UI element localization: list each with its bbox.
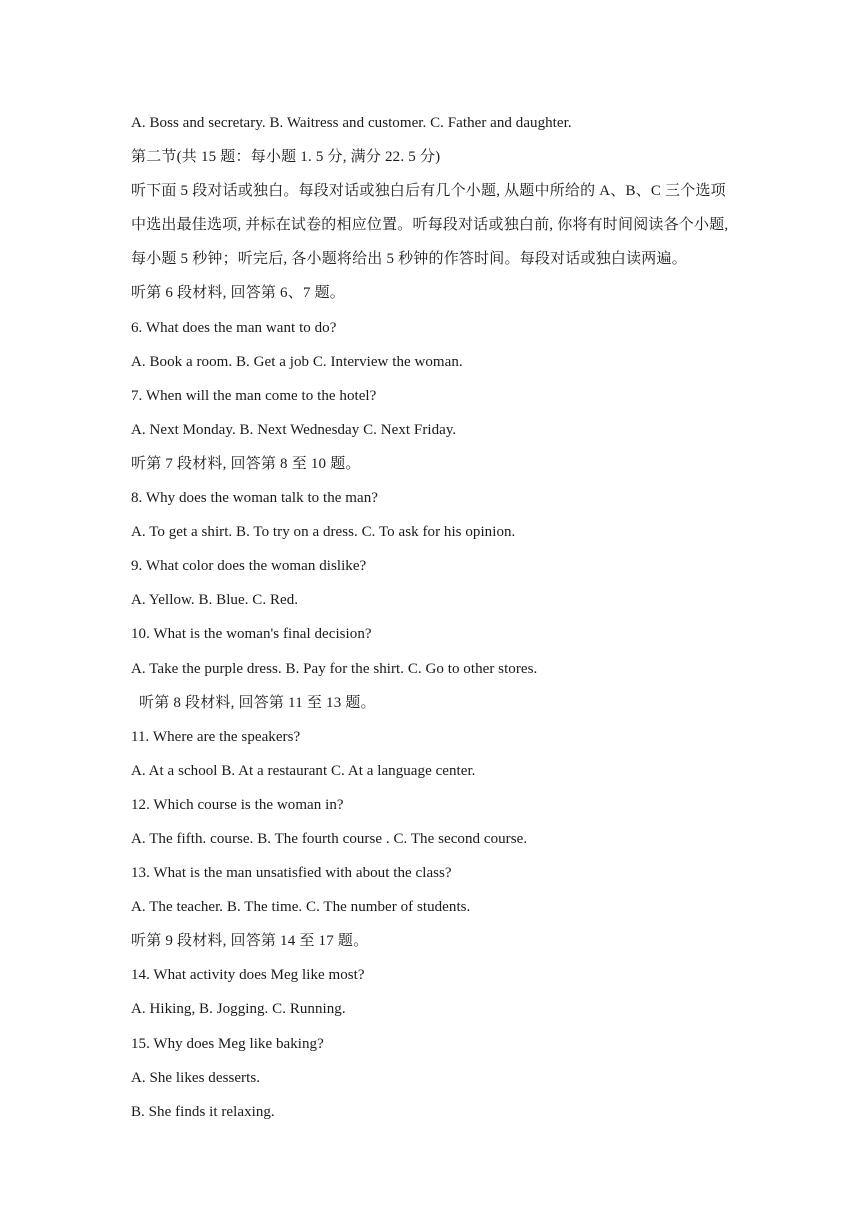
instruction-line: 听下面 5 段对话或独白。每段对话或独白后有几个小题, 从题中所给的 A、B、C 三个选项 [131, 183, 726, 200]
options-8: A. To get a shirt. B. To try on a dress. C. To ask for his opinion. [131, 524, 516, 541]
option-15-a: A. She likes desserts. [131, 1069, 261, 1086]
options-14: A. Hiking, B. Jogging. C. Running. [131, 1001, 346, 1018]
instruction-line: 每小题 5 秒钟；听完后, 各小题将给出 5 秒钟的作答时间。每段对话或独白读两遍。 [131, 251, 687, 268]
options-11: A. At a school B. At a restaurant C. At a language center. [131, 762, 476, 779]
instruction-line: 中选出最佳选项, 并标在试卷的相应位置。听每段对话或独白前, 你将有时间阅读各个小题, [131, 217, 729, 234]
option-line: A. Boss and secretary. B. Waitress and customer. C. Father and daughter. [131, 115, 572, 131]
passage-header: 听第 7 段材料, 回答第 8 至 10 题。 [131, 455, 361, 472]
passage-header: 听第 9 段材料, 回答第 14 至 17 题。 [131, 933, 369, 950]
options-7: A. Next Monday. B. Next Wednesday C. Next Friday. [131, 421, 457, 438]
question-8: 8. Why does the woman talk to the man? [131, 490, 378, 507]
section-heading: 第二节(共 15 题：每小题 1. 5 分, 满分 22. 5 分) [131, 149, 441, 166]
options-13: A. The teacher. B. The time. C. The number of students. [131, 899, 471, 916]
passage-header: 听第 6 段材料, 回答第 6、7 题。 [131, 285, 346, 302]
exam-page [131, 113, 771, 1136]
question-11: 11. Where are the speakers? [131, 728, 301, 745]
question-9: 9. What color does the woman dislike? [131, 558, 367, 575]
options-9: A. Yellow. B. Blue. C. Red. [131, 592, 299, 609]
question-12: 12. Which course is the woman in? [131, 796, 344, 813]
question-10: 10. What is the woman's final decision? [131, 626, 372, 643]
question-6: 6. What does the man want to do? [131, 319, 337, 336]
options-12: A. The fifth. course. B. The fourth course . C. The second course. [131, 830, 528, 847]
question-13: 13. What is the man unsatisfied with about the class? [131, 865, 452, 882]
options-10: A. Take the purple dress. B. Pay for the shirt. C. Go to other stores. [131, 660, 538, 677]
options-6: A. Book a room. B. Get a job C. Interview the woman. [131, 353, 463, 370]
question-14: 14. What activity does Meg like most? [131, 967, 365, 984]
question-7: 7. When will the man come to the hotel? [131, 387, 377, 404]
passage-header: 听第 8 段材料, 回答第 11 至 13 题。 [139, 694, 376, 711]
question-15: 15. Why does Meg like baking? [131, 1035, 324, 1052]
option-15-b: B. She finds it relaxing. [131, 1103, 275, 1120]
